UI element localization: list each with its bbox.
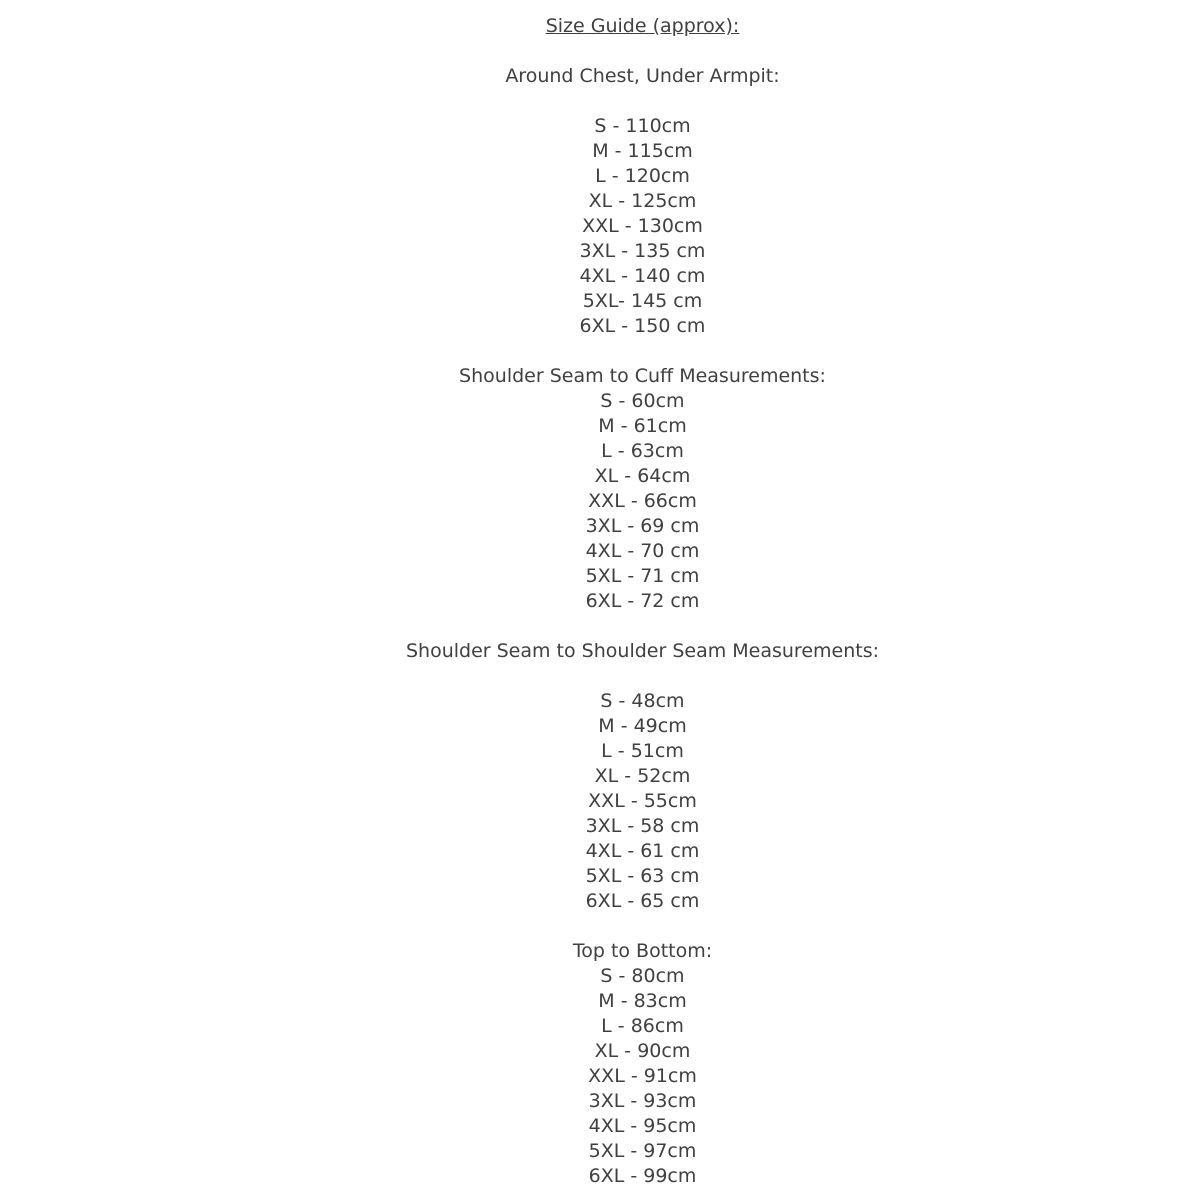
- page-title: Size Guide (approx):: [545, 15, 740, 37]
- size-row: 6XL - 72 cm: [585, 590, 700, 612]
- section-shoulder-to-shoulder: [85, 639, 1200, 914]
- size-row: 4XL - 61 cm: [585, 840, 700, 862]
- size-row: XXL - 55cm: [588, 790, 697, 812]
- size-row: M - 49cm: [598, 715, 687, 737]
- size-row: 6XL - 99cm: [588, 1165, 697, 1187]
- size-row: 4XL - 70 cm: [585, 540, 700, 562]
- size-row: L - 63cm: [601, 440, 684, 462]
- size-row: 6XL - 150 cm: [579, 315, 706, 337]
- section-heading: Shoulder Seam to Shoulder Seam Measurements:: [405, 640, 880, 662]
- size-row: 3XL - 69 cm: [585, 515, 700, 537]
- size-row: M - 115cm: [592, 140, 693, 162]
- size-row: S - 80cm: [600, 965, 685, 987]
- size-row: 4XL - 140 cm: [579, 265, 706, 287]
- size-row: 5XL - 71 cm: [585, 565, 700, 587]
- section-shoulder-to-cuff: [85, 364, 1200, 614]
- section-top-to-bottom: [85, 939, 1200, 1189]
- size-row: M - 61cm: [598, 415, 687, 437]
- section-heading: Top to Bottom:: [572, 940, 713, 962]
- size-row: 3XL - 93cm: [588, 1090, 697, 1112]
- section-heading: Around Chest, Under Armpit:: [505, 65, 780, 87]
- size-row: S - 110cm: [594, 115, 691, 137]
- size-row: L - 86cm: [601, 1015, 684, 1037]
- size-row: S - 48cm: [600, 690, 685, 712]
- section-heading: Shoulder Seam to Cuff Measurements:: [459, 365, 826, 387]
- size-row: M - 83cm: [598, 990, 687, 1012]
- size-row: L - 120cm: [595, 165, 690, 187]
- size-row: L - 51cm: [601, 740, 684, 762]
- size-row: XL - 90cm: [594, 1040, 691, 1062]
- size-row: XL - 52cm: [594, 765, 691, 787]
- size-row: 3XL - 58 cm: [585, 815, 700, 837]
- size-row: 4XL - 95cm: [588, 1115, 697, 1137]
- size-row: XXL - 91cm: [588, 1065, 697, 1087]
- size-row: 6XL - 65 cm: [585, 890, 700, 912]
- size-row: 5XL - 97cm: [588, 1140, 697, 1162]
- size-row: XXL - 66cm: [588, 490, 697, 512]
- size-row: 5XL- 145 cm: [582, 290, 703, 312]
- size-row: XL - 64cm: [594, 465, 691, 487]
- size-row: XL - 125cm: [588, 190, 697, 212]
- size-row: 5XL - 63 cm: [585, 865, 700, 887]
- section-around-chest: [85, 64, 1200, 339]
- size-row: 3XL - 135 cm: [579, 240, 706, 262]
- size-row: S - 60cm: [600, 390, 685, 412]
- size-row: XXL - 130cm: [582, 215, 703, 237]
